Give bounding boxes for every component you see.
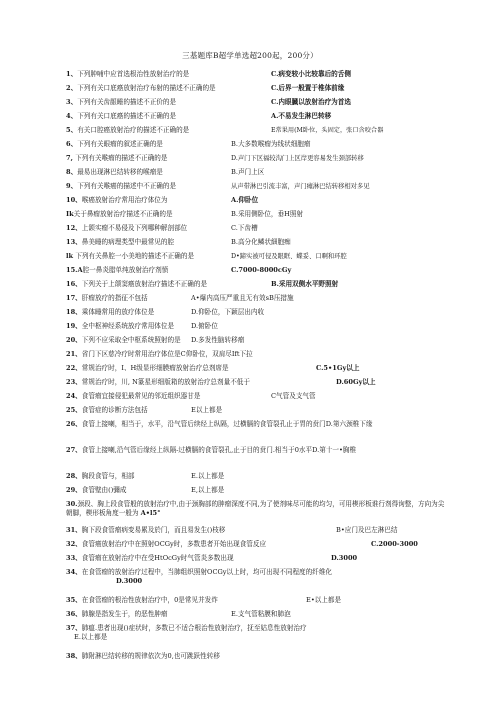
- question-4: [66, 112, 466, 121]
- question-text: 全中枢神经系统放疗常用体位是: [81, 322, 175, 330]
- question-text: 下列关于上颌窦癌放射治疗描述不正确的是: [81, 280, 208, 288]
- question-text: 上颌实瘤不易侵及下列哪种解剖部位: [81, 224, 188, 232]
- question-34: [66, 568, 448, 586]
- question-number: 16、: [66, 280, 82, 288]
- answer-option: 从声带淋巴引流丰富，声门瘫淋巴结转移相对多见: [231, 183, 370, 190]
- question-14: [66, 252, 466, 261]
- question-text: 食管壁由()彌成: [81, 486, 127, 494]
- question-text: 下列有关口底癌的描述不正确的是: [77, 112, 177, 120]
- answer-option: C.后界一般置于椎体前缘: [271, 84, 345, 92]
- question-number: 4、: [66, 112, 78, 120]
- question-number: 18、: [66, 308, 82, 316]
- question-text: 下列有关喉癌的描述中不正确的是: [77, 182, 177, 190]
- answer-option: C.5•1Gy以上: [316, 364, 360, 372]
- question-7: [66, 154, 466, 163]
- question-28: [66, 472, 466, 481]
- answer-option: E.以上都是: [74, 633, 108, 641]
- question-number: 35、: [66, 596, 82, 604]
- question-text: 肝瘤放疗的指征不包括: [81, 294, 148, 302]
- question-6: [66, 140, 466, 149]
- question-number: 38、: [66, 652, 82, 660]
- question-31: [66, 526, 466, 535]
- answer-option: C.7000-8000cGy: [231, 266, 292, 274]
- question-18: [66, 308, 466, 317]
- answer-option: E•以上都是: [306, 596, 342, 604]
- question-text: 喉癌放射治疗常用治疗体位为: [81, 196, 168, 204]
- question-23: [66, 378, 466, 387]
- document-title: 三基题库B超学单选超200起，200分）: [182, 51, 318, 60]
- question-text: 下列肿哺中应首选根治性放射治疗的是: [77, 70, 190, 78]
- question-text: 食管瘤宜接侵犯最常见的邻近组织器甘是: [81, 392, 201, 400]
- answer-option: A•爆内高压严重且无有效sB压措施: [191, 294, 294, 302]
- question-number: 2、: [66, 84, 78, 92]
- answer-option: B.采用侧卧位，垂H照射: [231, 210, 304, 218]
- question-text: 食管癌放射治疗中在照射OCGy时，多数患者开始出现食管反应: [81, 540, 267, 548]
- question-38: [66, 652, 466, 661]
- question-text: 食管上接喇,沿气管后缘经上纵隔-过横膈的食管裂孔,止于目的贲门.相当于0水平D.第十一•胸椎: [81, 446, 357, 454]
- question-number: 17、: [66, 294, 82, 302]
- question-number: 26、: [66, 420, 82, 428]
- answer-option: E.支气管粘膜和肺泡: [231, 610, 291, 618]
- question-number: 30.: [66, 500, 78, 508]
- question-text: 颈段、胸上段食管般的放射治疗中,由于颈胸部的肿瘤深度不同,为了使剂味尽可能的均匀，可用楔形板谁行剂得询整，方向为尖朝脚，楔形板角度一般为: [66, 500, 445, 517]
- answer-option: A.不易发生淋巴转移: [271, 112, 332, 120]
- question-5: [66, 126, 466, 135]
- question-9: [66, 182, 466, 191]
- question-37: [66, 624, 448, 642]
- answer-option: E常果用(M卧位，头固定，张口含咬合器: [271, 127, 384, 134]
- question-number: 9、: [66, 182, 78, 190]
- question-17: [66, 294, 466, 303]
- question-text: 食管症的诊断方法包括: [81, 406, 148, 414]
- answer-option: D.3000: [116, 577, 143, 585]
- question-12: [66, 224, 466, 233]
- question-10: [66, 196, 466, 205]
- question-15: [66, 266, 466, 275]
- question-text: 常规治疗时，I、H级显形细膜瘤放射治疗总剂席是: [81, 364, 229, 372]
- answer-option: C.下齿槽: [231, 224, 258, 232]
- question-number: 31、: [66, 526, 82, 534]
- question-text: 在食管瘤的根治性放射治疗中，0是常见并发炸: [81, 596, 218, 604]
- answer-option: B.高分化鳞状細胞痴: [231, 238, 291, 246]
- question-text: 腔一鼻炎腊单纯放射治疗剂愤: [82, 266, 169, 274]
- question-text: 肺附淋巴结转移的规律依次为0,也可跳跃性转移: [81, 652, 220, 660]
- answer-option: B.采用双侧水平野照射: [271, 280, 339, 288]
- question-text: 有关口腔癌放射治疗的描述不正确的是: [77, 126, 190, 134]
- question-number: 34、: [66, 568, 82, 576]
- question-number: 29、: [66, 486, 82, 494]
- answer-option: D.多发性脑转移瘤: [191, 336, 245, 344]
- answer-option: E以上都是: [191, 406, 223, 414]
- question-text: 乘体睡常用的放疗体位是: [81, 308, 155, 316]
- question-35: [66, 596, 466, 605]
- answer-option: D.3000: [331, 554, 358, 562]
- question-number: 22、: [66, 364, 82, 372]
- question-11: [66, 210, 466, 219]
- question-3: [66, 98, 466, 107]
- answer-option: A.仰卧位: [231, 196, 259, 204]
- answer-option: D.俯卧位: [191, 322, 218, 330]
- answer-option: E,以上都是: [191, 486, 225, 494]
- question-number: 24、: [66, 392, 82, 400]
- answer-option: B.大多数喉瘤为线状细胞瘤: [231, 140, 311, 148]
- question-number: 27、: [66, 446, 82, 454]
- question-number: 12、: [66, 224, 82, 232]
- question-22: [66, 364, 466, 373]
- question-text: 下列有关喉瘤的描述不正确的是: [75, 154, 168, 162]
- question-number: 33、: [66, 554, 82, 562]
- question-text: 食管瘤在放射治疗中在受HtOcGy时气管炎多数出现: [81, 554, 234, 562]
- answer-option: D.声门下区福较沟门上区岸更容易发生颈部转移: [231, 155, 364, 162]
- question-text: 下列有关鼻腔一小美地的描述不正确的是: [75, 252, 195, 260]
- question-text: 下列有关眼瘤的叙述正确的是: [77, 140, 163, 148]
- question-26: [66, 420, 448, 429]
- question-number: 25、: [66, 406, 82, 414]
- question-2: [66, 84, 466, 93]
- question-number: 28、: [66, 472, 82, 480]
- question-33: [66, 554, 466, 563]
- question-text: 在食管瘤的放射治疗过程中，当肺组织照射OCGy以上时，均可出现不同程度的纤维化: [81, 568, 333, 576]
- question-text: 胸下段食管瘤病变易累及於门，而且易发生()枝移: [81, 526, 226, 534]
- question-text: 下列有关齿龈睡的描述不正价的是: [77, 98, 177, 106]
- question-8: [66, 168, 466, 177]
- question-number: 3、: [66, 98, 78, 106]
- question-number: Ik: [66, 210, 74, 218]
- question-text: 鼻美睡的病理类型中最常见的腔: [81, 238, 175, 246]
- question-1: [66, 70, 466, 79]
- question-36: [66, 610, 466, 619]
- question-number: 13、: [66, 238, 82, 246]
- question-number: 7,: [66, 154, 76, 162]
- answer-option: C气管及支气管: [271, 392, 316, 400]
- answer-option: C.内眼臓以放射治疗为首选: [271, 98, 351, 106]
- answer-option: A•l5°: [140, 509, 161, 517]
- answer-option: B.声门上区: [231, 168, 265, 176]
- question-number: 36、: [66, 610, 82, 618]
- question-text: 肺腺是指发生于，的恶性肿瘤: [81, 610, 168, 618]
- question-number: 32、: [66, 540, 82, 548]
- question-text: 关于鼻瘤放射治疗描述不正确的是: [73, 210, 173, 218]
- answer-option: C.2000-3000: [371, 540, 418, 548]
- question-text: 胸段食管与，相部: [81, 472, 135, 480]
- question-text: 省门下区慈冷疗时常用治疗体位是C仰卧位，双肩尽Ift下拉: [81, 350, 253, 358]
- question-25: [66, 406, 466, 415]
- answer-option: B•应门及巴左淋巴结: [336, 526, 398, 534]
- question-16: [66, 280, 466, 289]
- question-number: 23、: [66, 378, 82, 386]
- question-text: 下列不应采取全中枢系统照射的是: [81, 336, 181, 344]
- question-number: 37、: [66, 624, 82, 632]
- answer-option: D.仰卧位，下颖层出内收: [191, 308, 265, 316]
- question-number: 5、: [66, 126, 78, 134]
- question-number: lk: [66, 252, 76, 260]
- question-number: 8、: [66, 168, 78, 176]
- question-number: 20、: [66, 336, 82, 344]
- question-13: [66, 238, 466, 247]
- question-30: [66, 500, 448, 518]
- answer-option: D.60Gy以上: [336, 378, 376, 386]
- question-text: 肺瘟.患者出现()症状时，多数已不适合根治性放射治疗，抚至姑息性放射治疗: [81, 624, 307, 632]
- question-number: 10、: [66, 196, 82, 204]
- answer-option: E.以上都是: [191, 472, 225, 480]
- question-text: 食管上接喇，相当于，水平，沿气管后续经上纵隔，过横膈的食管裂孔止于胃的贲门D.第六颈椎下缘: [81, 420, 373, 428]
- question-text: 最易出现淋巴结转移的喉瘤是: [77, 168, 163, 176]
- question-32: [66, 540, 466, 549]
- question-text: 下列有关口底癌放射治疗布射的描述不正确的是: [77, 84, 216, 92]
- question-number: 15.A: [66, 266, 83, 274]
- question-21: [66, 350, 466, 359]
- question-24: [66, 392, 466, 401]
- question-number: 6、: [66, 140, 78, 148]
- answer-option: D•蹄实被可侵及眼眶、蝶妥、口啊和环腔: [231, 253, 347, 260]
- question-20: [66, 336, 466, 345]
- answer-option: C.病变较小比较靠后的舌侧: [271, 70, 351, 78]
- question-19: [66, 322, 466, 331]
- question-number: 19、: [66, 322, 82, 330]
- question-number: 1、: [66, 70, 78, 78]
- question-29: [66, 486, 466, 495]
- question-text: 常规治疗时，川, N篆星形细版箱的放射治疗总剂量不低于: [81, 378, 250, 386]
- question-27: [66, 446, 448, 455]
- question-number: 21、: [66, 350, 82, 358]
